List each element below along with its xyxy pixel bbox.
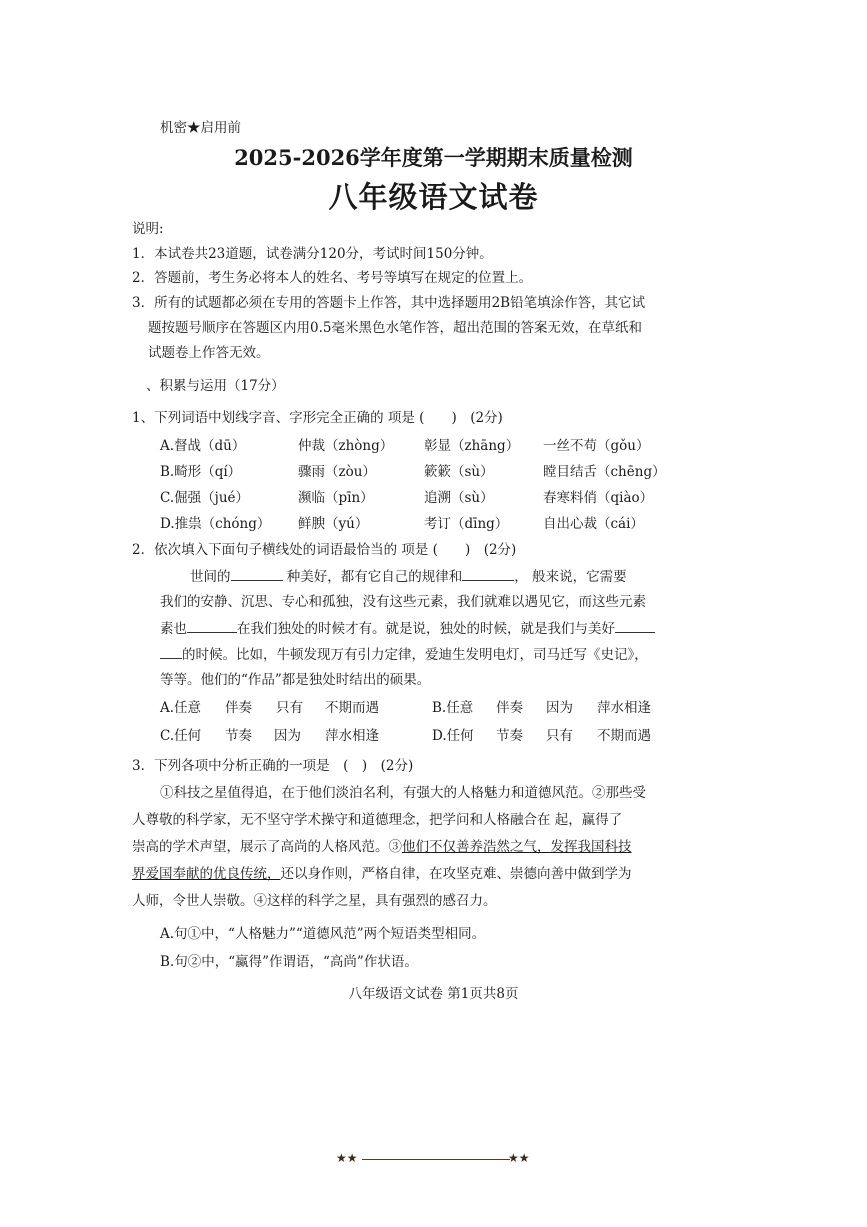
q1-option: C.倔强（jué） [160,490,250,506]
page-number: 八年级语文试卷 第1页共8页 [348,986,519,1002]
q2-text: 在我们独处的时候才有。就是说，独处的时候，就是我们与美好 [237,621,615,637]
q2-option: 不期而遇 [325,700,379,716]
q3-passage-line [132,864,632,884]
q2-passage-line [190,566,627,587]
q2-option: A.任意 [160,700,202,716]
q3-passage-line: 人师，令世人崇敬。④这样的科学之星，具有强烈的感召力。 [132,893,497,909]
star-icon: ★★ [336,1151,358,1165]
q2-option: 不期而遇 [597,728,651,744]
q1-option: 自出心裁（cái） [543,516,644,532]
q1-option: 瞠目结舌（chēng） [543,464,666,480]
footer-ornament [336,1150,534,1168]
fill-blank [231,566,283,581]
exam-title: 2025-2026学年度第一学期期末质量检测 [234,145,633,170]
q2-option: D.任何 [432,728,474,744]
q2-option: 节奏 [225,728,252,744]
fill-blank [187,618,237,633]
q1-option: 鲜腴（yú） [298,516,369,532]
divider-line [362,1159,510,1160]
q2-passage-line [160,618,655,639]
q1-option: 彰显（zhāng） [424,438,520,454]
q2-option: 只有 [546,728,573,744]
fill-blank [462,566,514,581]
q2-option: 节奏 [496,728,523,744]
q2-passage-line: 等等。他们的“作品”都是独处时结出的硕果。 [160,672,431,688]
q3-option: B.句②中，“赢得”作谓语，“高尚”作状语。 [160,954,418,970]
q2-text: 的时候。比如，牛顿发现万有引力定律，爱迪生发明电灯，司马迁写《史记》， [182,647,648,663]
confidential-mark: 机密★启用前 [160,120,241,136]
q1-option: 追溯（sù） [424,490,494,506]
q2-passage-line [160,644,648,665]
q2-option: 只有 [276,700,303,716]
note-item: 1．本试卷共23道题，试卷满分120分，考试时间150分钟。 [132,246,493,262]
q1-option: A.督战（dū） [160,438,246,454]
q2-text: 种美好，都有它自己的规律和 [282,569,463,585]
note-item: 题按题号顺序在答题区内用0.5毫米黑色水笔作答，超出范围的答案无效，在草纸和 [148,320,642,336]
question-1-stem: 1、下列词语中划线字音、字形完全正确的 项是 ( ) (2分) [132,410,503,426]
q3-passage-line: 人尊敬的科学家，无不坚守学术操守和道德理念，把学问和人格融合在 起，赢得了 [132,812,623,828]
q1-option: 一丝不苟（gǒu） [543,438,650,454]
fill-blank [615,618,655,633]
q3-text: 还以身作则，严格自律，在攻坚克难、崇德向善中做到学为 [280,866,632,882]
question-2-stem: 2．依次填入下面句子横线处的词语最恰当的 项是 ( ) (2分) [132,542,517,558]
note-item: 试题卷上作答无效。 [148,345,270,361]
exam-subtitle: 八年级语文试卷 [328,180,539,214]
question-3-stem: 3．下列各项中分析正确的一项是 ( ) (2分) [132,758,414,774]
q1-option: 春寒料俏（qiào） [543,490,654,506]
q3-text: 崇高的学术声望，展示了高尚的人格风范。③ [132,839,402,855]
star-icon: ★★ [508,1151,530,1165]
q3-passage-line [132,837,632,857]
q2-option: 因为 [546,700,573,716]
q2-option: B.任意 [432,700,474,716]
q2-text: ， 般来说，它需要 [514,569,627,585]
q1-option: 簌簌（sù） [424,464,494,480]
q3-option: A.句①中，“人格魅力”“道德风范”两个短语类型相同。 [160,926,486,942]
q2-option: 伴奏 [225,700,252,716]
q3-underlined-text: 界爱国奉献的优良传统， [132,866,281,882]
q3-passage-line: ①科技之星值得追，在于他们淡泊名利，有强大的人格魅力和道德风范。②那些受 [160,785,646,801]
q2-option: 萍水相逢 [597,700,651,716]
q1-option: 仲裁（zhòng） [298,438,394,454]
q1-option: B.畸形（qí） [160,464,242,480]
q2-option: 萍水相逢 [325,728,379,744]
q2-text: 素也 [160,621,187,637]
q1-option: D.推祟（chóng） [160,516,271,532]
q1-option: 考订（dīng） [424,516,509,532]
q3-underlined-text: 他们不仅善养浩然之气，发挥我国科技 [402,839,632,855]
fill-blank [160,644,182,659]
q1-option: 骤雨（zòu） [298,464,376,480]
note-item: 2．答题前，考生务必将本人的姓名、考号等填写在规定的位置上。 [132,270,533,286]
note-item: 3．所有的试题都必须在专用的答题卡上作答，其中选择题用2B铅笔填涂作答，其它试 [132,295,646,311]
q2-text: 世间的 [190,569,231,585]
q1-option: 濒临（pīn） [298,490,374,506]
section-title: 、积累与运用（17分） [146,378,285,394]
q2-option: 因为 [274,728,301,744]
q2-option: C.任何 [160,728,202,744]
notes-label: 说明: [132,221,164,237]
q2-passage-line: 我们的安静、沉思、专心和孤独，没有这些元素，我们就难以遇见它，而这些元素 [160,594,646,610]
q2-option: 伴奏 [496,700,523,716]
